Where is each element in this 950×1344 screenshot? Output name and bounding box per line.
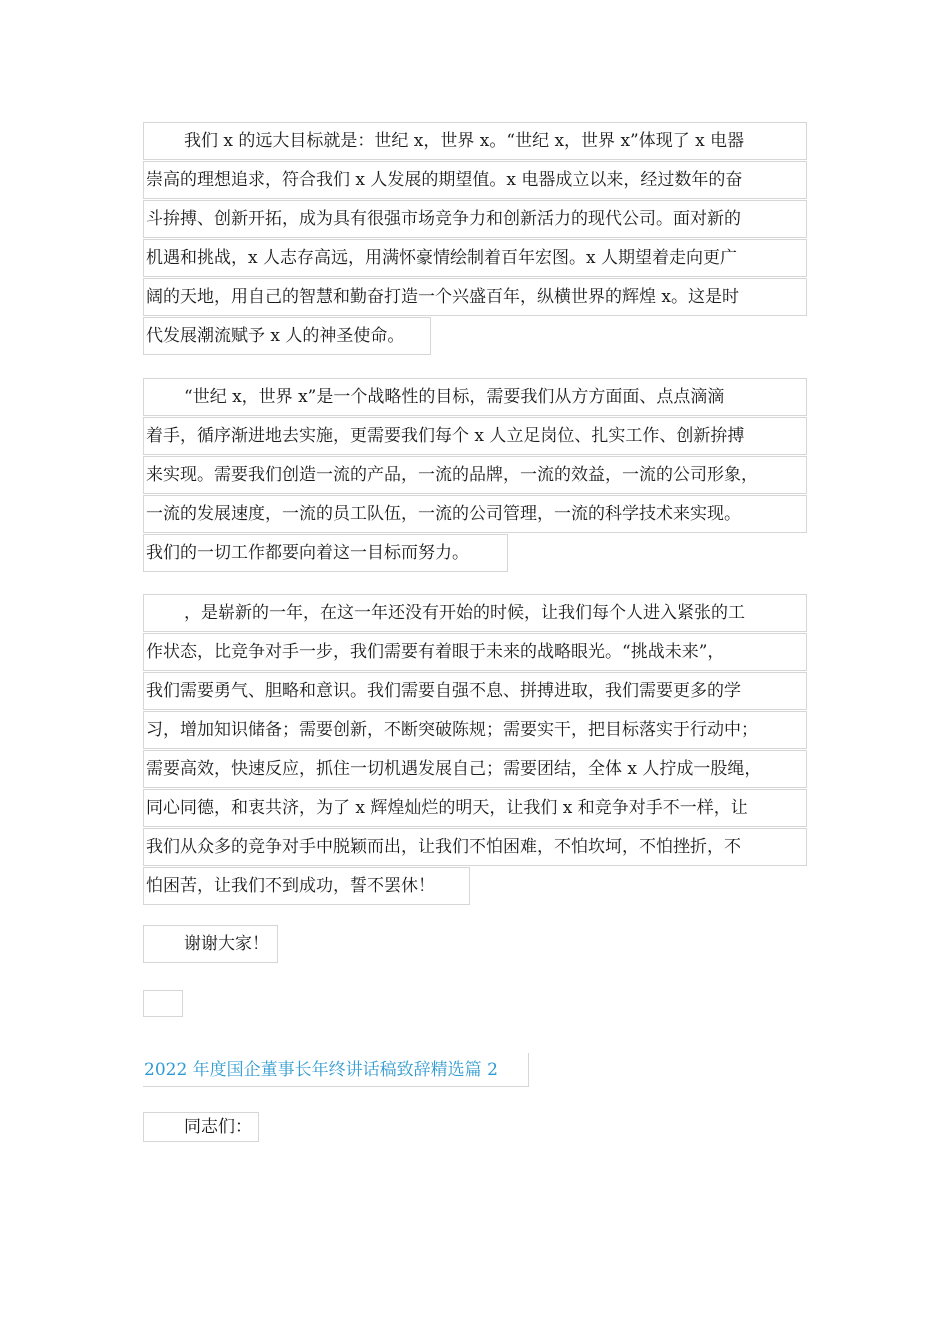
paragraph2-line-4: 一流的发展速度，一流的员工队伍，一流的公司管理，一流的科学技术来实现。	[143, 495, 807, 533]
paragraph3-line-2: 作状态，比竞争对手一步，我们需要有着眼于未来的战略眼光。“挑战未来”，	[143, 633, 807, 671]
paragraph1-line-4: 机遇和挑战，x 人志存高远，用满怀豪情绘制着百年宏图。x 人期望着走向更广	[143, 239, 807, 277]
paragraph2-line-3: 来实现。需要我们创造一流的产品，一流的品牌，一流的效益，一流的公司形象，	[143, 456, 807, 494]
paragraph1-line-2: 崇高的理想追求，符合我们 x 人发展的期望值。x 电器成立以来，经过数年的奋	[143, 161, 807, 199]
paragraph3-line-6: 同心同德，和衷共济，为了 x 辉煌灿烂的明天，让我们 x 和竞争对手不一样，让	[143, 789, 807, 827]
paragraph3-line-4: 习，增加知识储备；需要创新，不断突破陈规；需要实干，把目标落实于行动中；	[143, 711, 807, 749]
section-heading: 2022 年度国企董事长年终讲话稿致辞精选篇 2	[143, 1053, 529, 1087]
paragraph1-line-1: 我们 x 的远大目标就是：世纪 x，世界 x。“世纪 x，世界 x”体现了 x 电器	[143, 122, 807, 160]
paragraph1-line-6: 代发展潮流赋予 x 人的神圣使命。	[143, 317, 431, 355]
empty-paragraph-box	[143, 990, 183, 1017]
paragraph3-line-1: ，是崭新的一年，在这一年还没有开始的时候，让我们每个人进入紧张的工	[143, 594, 807, 632]
paragraph2-line-2: 着手，循序渐进地去实施，更需要我们每个 x 人立足岗位、扎实工作、创新拚搏	[143, 417, 807, 455]
greeting-line: 同志们：	[143, 1112, 259, 1142]
paragraph1-line-5: 阔的天地，用自己的智慧和勤奋打造一个兴盛百年，纵横世界的辉煌 x。这是时	[143, 278, 807, 316]
paragraph3-line-5: 需要高效，快速反应，抓住一切机遇发展自己；需要团结，全体 x 人拧成一股绳，	[143, 750, 807, 788]
paragraph2-line-1: “世纪 x，世界 x”是一个战略性的目标，需要我们从方方面面、点点滴滴	[143, 378, 807, 416]
paragraph3-line-8: 怕困苦，让我们不到成功，誓不罢休！	[143, 867, 470, 905]
paragraph1-line-3: 斗拚搏、创新开拓，成为具有很强市场竞争力和创新活力的现代公司。面对新的	[143, 200, 807, 238]
paragraph2-line-5: 我们的一切工作都要向着这一目标而努力。	[143, 534, 508, 572]
paragraph3-line-7: 我们从众多的竞争对手中脱颖而出，让我们不怕困难，不怕坎坷，不怕挫折，不	[143, 828, 807, 866]
paragraph3-line-3: 我们需要勇气、胆略和意识。我们需要自强不息、拼搏进取，我们需要更多的学	[143, 672, 807, 710]
thanks-line: 谢谢大家！	[143, 925, 278, 963]
